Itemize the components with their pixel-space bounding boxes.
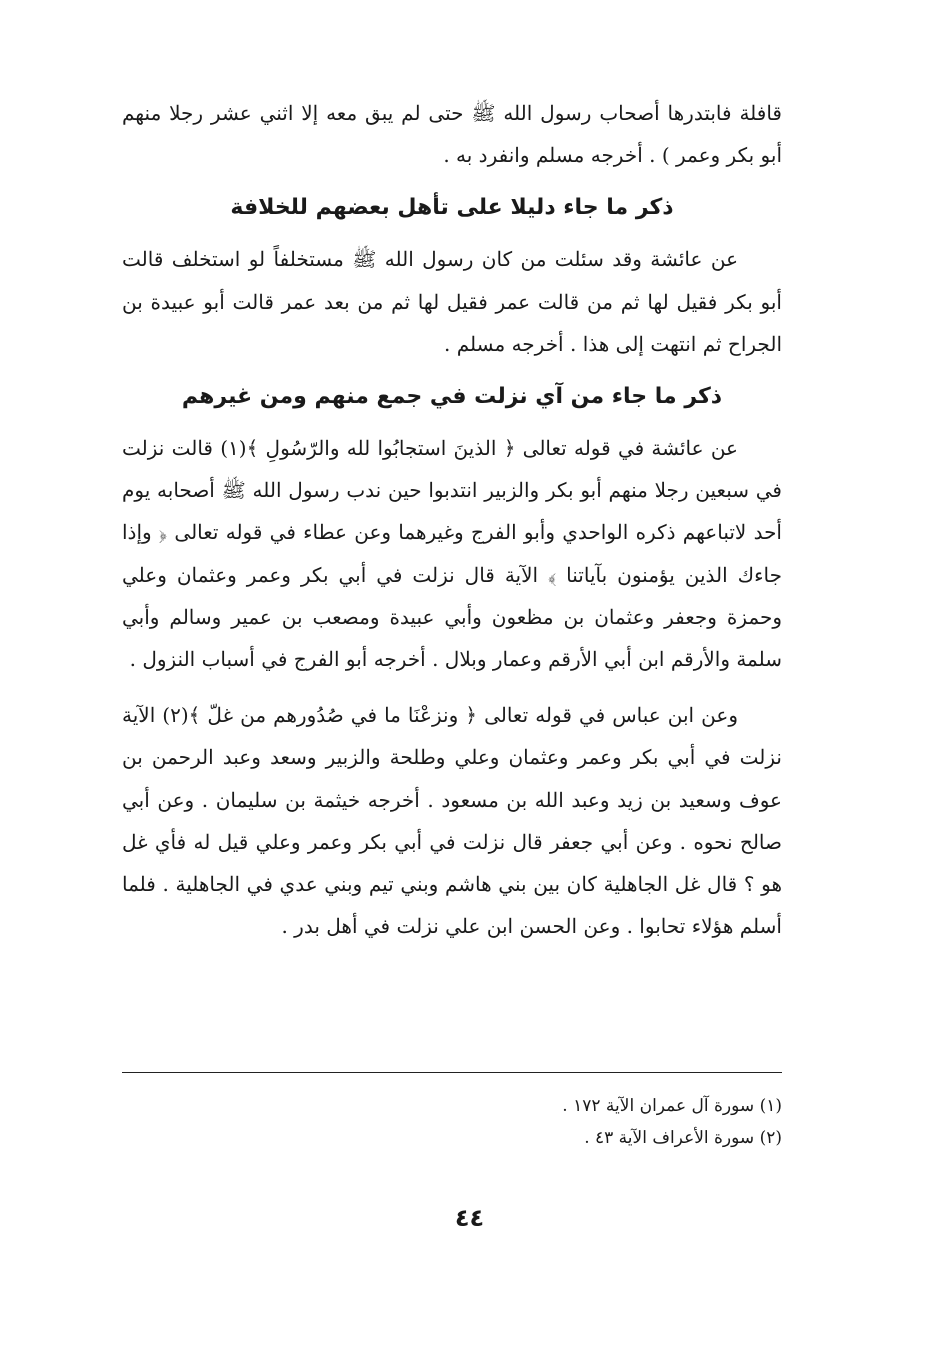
paragraph-aisha-verse: عن عائشة في قوله تعالى ﴿ الذينَ استجابُوا لله والرّسُولِ ﴾(١) قالت نزلت في سبعين رجلا منهم أبو بكر والزبير انتدبوا حين ندب رسول الله ﷺ أصحابه يوم أحد لاتباعهم ذكره الواحدي وأبو الفرج وغيرهما وعن عطاء في قوله تعالى ﴿ وإذا جاءك الذين يؤمنون بآياتنا ﴾ الآية قال نزلت في أبي بكر وعمر وعثمان وعلي وحمزة وجعفر وعثمان بن مظعون وأبي عبيدة ومصعب بن عمير وسالم وأبي سلمة والأرقم ابن أبي الأرقم وعمار وبلال . أخرجه أبو الفرج في أسباب النزول . [122,436,782,672]
paragraph-aisha-succession: عن عائشة وقد سئلت من كان رسول الله ﷺ مستخلفاً لو استخلف قالت أبو بكر فقيل لها ثم من قالت عمر فقيل لها ثم من بعد عمر قالت أبو عبيدة بن الجراح ثم انتهت إلى هذا . أخرجه مسلم . [122,247,782,356]
footnote-2: (٢) سورة الأعراف الآية ٤٣ . [584,1128,782,1148]
page-number: ٤٤ [454,1204,485,1232]
paragraph-caravan: قافلة فابتدرها أصحاب رسول الله ﷺ حتى لم يبق معه إلا اثني عشر رجلا منهم أبو بكر وعمر ) . أخرجه مسلم وانفرد به . [122,101,782,168]
footnote-1: (١) سورة آل عمران الآية ١٧٢ . [562,1096,782,1116]
footnotes [122,1090,782,1154]
page-body [122,92,782,947]
footnote-divider [122,1072,782,1073]
section-heading-verses: ذكر ما جاء من آي نزلت في جمع منهم ومن غيرهم [181,384,723,410]
section-heading-caliphate: ذكر ما جاء دليلا على تأهل بعضهم للخلافة [230,195,674,221]
paragraph-ibn-abbas: وعن ابن عباس في قوله تعالى ﴿ ونزعْنَا ما في صُدُورهم من غلّ ﴾(٢) الآية نزلت في أبي بكر وعمر وعثمان وعلي وطلحة والزبير وسعد وعبد الرحمن بن عوف وسعيد بن زيد وعبد الله بن مسعود . أخرجه خيثمة بن سليمان . وعن أبي صالح نحوه . وعن أبي جعفر قال نزلت في أبي بكر وعمر وعلي قيل له فأي غل هو ؟ قال غل الجاهلية كان بين بني هاشم وبني تيم وبني عدي في الجاهلية . فلما أسلم هؤلاء تحابوا . وعن الحسن ابن علي نزلت في أهل بدر . [122,703,782,939]
